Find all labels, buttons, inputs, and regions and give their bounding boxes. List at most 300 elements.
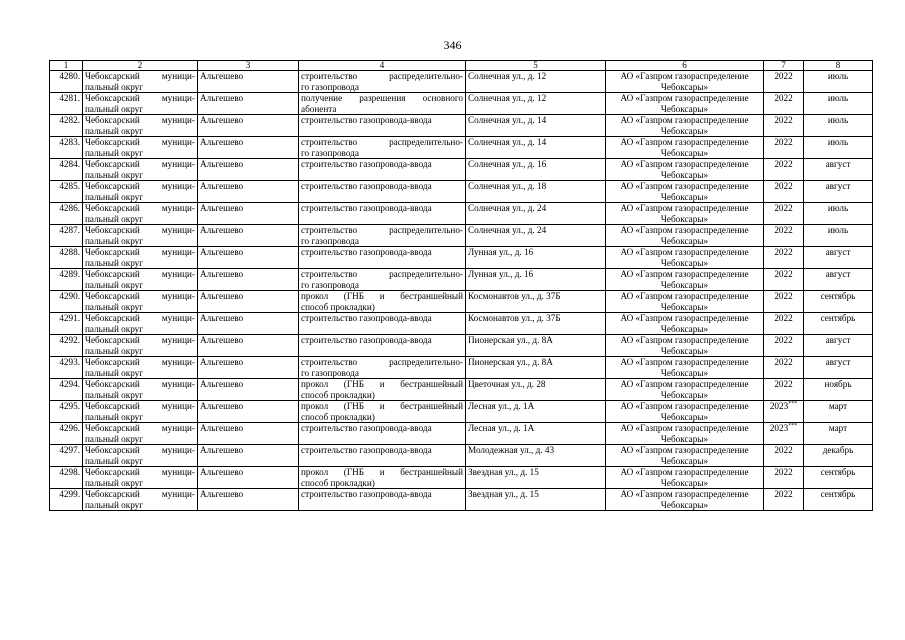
district-line: пальный округ (85, 345, 144, 356)
table-row (50, 379, 873, 401)
district-line: Чебоксарский муници- (85, 247, 195, 257)
work-type-cell (299, 71, 466, 93)
year-cell (764, 445, 804, 467)
work-line: прокол (ГНБ и бестраншейный (301, 291, 463, 301)
organization-line: АО «Газпром газораспределение (620, 71, 749, 81)
organization-line: АО «Газпром газораспределение (620, 137, 749, 147)
district-cell (83, 401, 198, 423)
year-value: 2022 (774, 115, 793, 125)
settlement-cell: Альгешево (198, 203, 299, 225)
organization-cell (606, 489, 764, 511)
month-cell: сентябрь (804, 467, 873, 489)
address-cell: Лесная ул., д. 1А (466, 423, 606, 445)
row-number: 4299. (50, 489, 83, 511)
address-cell: Космонавтов ул., д. 37Б (466, 313, 606, 335)
organization-line: АО «Газпром газораспределение (620, 423, 749, 433)
settlement-cell: Альгешево (198, 313, 299, 335)
settlement-cell: Альгешево (198, 181, 299, 203)
organization-cell (606, 445, 764, 467)
work-type-cell (299, 225, 466, 247)
year-value: 2022 (774, 467, 793, 477)
table-row (50, 335, 873, 357)
work-line: строительство газопровода-ввода (301, 203, 432, 213)
address-cell: Лунная ул., д. 16 (466, 247, 606, 269)
work-line: строительство газопровода-ввода (301, 159, 432, 169)
district-line: пальный округ (85, 213, 144, 224)
year-cell (764, 159, 804, 181)
organization-cell (606, 401, 764, 423)
table-row (50, 467, 873, 489)
year-cell (764, 313, 804, 335)
work-line: строительство газопровода-ввода (301, 115, 432, 125)
district-line: пальный округ (85, 125, 144, 136)
organization-line: Чебоксары» (660, 411, 709, 422)
row-number: 4287. (50, 225, 83, 247)
work-type-cell (299, 445, 466, 467)
settlement-cell: Альгешево (198, 159, 299, 181)
table-row (50, 423, 873, 445)
row-number: 4281. (50, 93, 83, 115)
address-cell: Цветочная ул., д. 28 (466, 379, 606, 401)
table-row (50, 115, 873, 137)
district-line: пальный округ (85, 433, 144, 444)
work-line: способ прокладки) (301, 301, 375, 312)
organization-line: Чебоксары» (660, 257, 709, 268)
organization-cell (606, 335, 764, 357)
organization-line: Чебоксары» (660, 213, 709, 224)
district-cell (83, 357, 198, 379)
district-line: Чебоксарский муници- (85, 181, 195, 191)
year-value: 2022 (774, 181, 793, 191)
district-cell (83, 335, 198, 357)
settlement-cell: Альгешево (198, 269, 299, 291)
work-type-cell (299, 357, 466, 379)
organization-cell (606, 313, 764, 335)
month-cell: июль (804, 225, 873, 247)
organization-line: АО «Газпром газораспределение (620, 159, 749, 169)
work-line: строительство газопровода-ввода (301, 423, 432, 433)
work-line: го газопровода (301, 279, 359, 290)
district-line: Чебоксарский муници- (85, 335, 195, 345)
row-number: 4298. (50, 467, 83, 489)
work-type-cell (299, 291, 466, 313)
organization-cell (606, 269, 764, 291)
work-line: способ прокладки) (301, 411, 375, 422)
year-value: 2022 (774, 159, 793, 169)
table-row (50, 225, 873, 247)
row-number: 4293. (50, 357, 83, 379)
row-number: 4288. (50, 247, 83, 269)
footnote-mark: *** (788, 422, 798, 429)
gasification-table (49, 60, 873, 511)
column-header: 8 (804, 61, 873, 71)
table-row (50, 401, 873, 423)
row-number: 4296. (50, 423, 83, 445)
district-line: пальный округ (85, 191, 144, 202)
year-value: 2022 (774, 357, 793, 367)
settlement-cell: Альгешево (198, 93, 299, 115)
district-cell (83, 291, 198, 313)
address-cell: Звездная ул., д. 15 (466, 467, 606, 489)
year-value: 2022 (774, 225, 793, 235)
page-number: 346 (443, 38, 462, 52)
year-cell (764, 137, 804, 159)
month-cell: июль (804, 203, 873, 225)
month-cell: август (804, 181, 873, 203)
table-row (50, 489, 873, 511)
table-row (50, 269, 873, 291)
district-cell (83, 115, 198, 137)
column-header: 6 (606, 61, 764, 71)
district-line: Чебоксарский муници- (85, 467, 195, 477)
settlement-cell: Альгешево (198, 115, 299, 137)
district-cell (83, 225, 198, 247)
table-row (50, 313, 873, 335)
work-line: прокол (ГНБ и бестраншейный (301, 379, 463, 389)
table-row (50, 93, 873, 115)
organization-line: Чебоксары» (660, 499, 709, 510)
address-cell: Солнечная ул., д. 14 (466, 137, 606, 159)
district-line: пальный округ (85, 455, 144, 466)
organization-cell (606, 203, 764, 225)
district-cell (83, 247, 198, 269)
district-line: пальный округ (85, 323, 144, 334)
organization-line: АО «Газпром газораспределение (620, 445, 749, 455)
row-number: 4294. (50, 379, 83, 401)
year-cell (764, 467, 804, 489)
table-body (50, 71, 873, 511)
district-line: Чебоксарский муници- (85, 159, 195, 169)
work-line: прокол (ГНБ и бестраншейный (301, 467, 463, 477)
work-line: го газопровода (301, 235, 359, 246)
district-cell (83, 269, 198, 291)
district-line: пальный округ (85, 367, 144, 378)
year-cell (764, 93, 804, 115)
work-line: строительство газопровода-ввода (301, 489, 432, 499)
address-cell: Пионерская ул., д. 8А (466, 357, 606, 379)
organization-line: АО «Газпром газораспределение (620, 313, 749, 323)
organization-cell (606, 247, 764, 269)
year-cell (764, 401, 804, 423)
address-cell: Молодежная ул., д. 43 (466, 445, 606, 467)
organization-cell (606, 181, 764, 203)
year-cell (764, 335, 804, 357)
month-cell: июль (804, 93, 873, 115)
month-cell: август (804, 357, 873, 379)
year-cell (764, 379, 804, 401)
year-value: 2022 (774, 269, 793, 279)
work-type-cell (299, 489, 466, 511)
district-line: Чебоксарский муници- (85, 445, 195, 455)
settlement-cell: Альгешево (198, 137, 299, 159)
year-cell (764, 269, 804, 291)
organization-cell (606, 291, 764, 313)
organization-line: Чебоксары» (660, 455, 709, 466)
year-value: 2022 (774, 247, 793, 257)
work-type-cell (299, 269, 466, 291)
district-line: Чебоксарский муници- (85, 115, 195, 125)
district-line: пальный округ (85, 499, 144, 510)
district-cell (83, 181, 198, 203)
organization-line: АО «Газпром газораспределение (620, 357, 749, 367)
settlement-cell: Альгешево (198, 357, 299, 379)
district-line: Чебоксарский муници- (85, 357, 195, 367)
district-line: пальный округ (85, 477, 144, 488)
year-value: 2022 (774, 137, 793, 147)
district-line: Чебоксарский муници- (85, 489, 195, 499)
year-value: 2023 (769, 423, 789, 433)
row-number: 4292. (50, 335, 83, 357)
district-cell (83, 423, 198, 445)
organization-line: Чебоксары» (660, 345, 709, 356)
work-line: прокол (ГНБ и бестраншейный (301, 401, 463, 411)
year-value: 2022 (774, 93, 793, 103)
district-line: Чебоксарский муници- (85, 93, 195, 103)
column-header: 4 (299, 61, 466, 71)
district-line: Чебоксарский муници- (85, 401, 195, 411)
organization-line: Чебоксары» (660, 477, 709, 488)
month-cell: март (804, 423, 873, 445)
district-cell (83, 489, 198, 511)
organization-line: АО «Газпром газораспределение (620, 401, 749, 411)
table-row (50, 357, 873, 379)
year-value: 2022 (774, 489, 793, 499)
district-cell (83, 203, 198, 225)
settlement-cell: Альгешево (198, 489, 299, 511)
address-cell: Пионерская ул., д. 8А (466, 335, 606, 357)
settlement-cell: Альгешево (198, 291, 299, 313)
district-line: пальный округ (85, 301, 144, 312)
district-line: Чебоксарский муници- (85, 225, 195, 235)
district-line: пальный округ (85, 411, 144, 422)
table-row (50, 203, 873, 225)
work-line: строительство распределительно- (301, 269, 463, 279)
address-cell: Солнечная ул., д. 24 (466, 203, 606, 225)
month-cell: август (804, 335, 873, 357)
month-cell: сентябрь (804, 291, 873, 313)
row-number: 4297. (50, 445, 83, 467)
address-cell: Солнечная ул., д. 18 (466, 181, 606, 203)
address-cell: Солнечная ул., д. 24 (466, 225, 606, 247)
column-header: 5 (466, 61, 606, 71)
organization-line: Чебоксары» (660, 433, 709, 444)
table-row (50, 291, 873, 313)
table-row (50, 159, 873, 181)
footnote-mark: *** (788, 400, 798, 407)
work-type-cell (299, 203, 466, 225)
district-line: Чебоксарский муници- (85, 379, 195, 389)
work-type-cell (299, 115, 466, 137)
organization-line: Чебоксары» (660, 147, 709, 158)
work-type-cell (299, 335, 466, 357)
month-cell: сентябрь (804, 313, 873, 335)
month-cell: сентябрь (804, 489, 873, 511)
district-line: Чебоксарский муници- (85, 313, 195, 323)
year-value: 2022 (774, 379, 793, 389)
organization-line: АО «Газпром газораспределение (620, 489, 749, 499)
month-cell: ноябрь (804, 379, 873, 401)
work-line: го газопровода (301, 367, 359, 378)
work-type-cell (299, 467, 466, 489)
district-line: пальный округ (85, 81, 144, 92)
organization-line: АО «Газпром газораспределение (620, 291, 749, 301)
district-line: пальный округ (85, 103, 144, 114)
table-row (50, 181, 873, 203)
organization-line: Чебоксары» (660, 301, 709, 312)
organization-cell (606, 159, 764, 181)
settlement-cell: Альгешево (198, 335, 299, 357)
district-line: Чебоксарский муници- (85, 269, 195, 279)
year-value: 2022 (774, 203, 793, 213)
month-cell: июль (804, 137, 873, 159)
header-row (50, 61, 873, 71)
district-cell (83, 379, 198, 401)
year-cell (764, 71, 804, 93)
organization-line: АО «Газпром газораспределение (620, 247, 749, 257)
work-line: строительство распределительно- (301, 225, 463, 235)
work-line: строительство газопровода-ввода (301, 313, 432, 323)
column-header: 3 (198, 61, 299, 71)
organization-line: АО «Газпром газораспределение (620, 93, 749, 103)
organization-line: АО «Газпром газораспределение (620, 467, 749, 477)
organization-line: АО «Газпром газораспределение (620, 203, 749, 213)
year-value: 2022 (774, 71, 793, 81)
column-header: 2 (83, 61, 198, 71)
address-cell: Солнечная ул., д. 12 (466, 71, 606, 93)
organization-line: АО «Газпром газораспределение (620, 181, 749, 191)
district-line: Чебоксарский муници- (85, 137, 195, 147)
work-line: способ прокладки) (301, 477, 375, 488)
district-line: пальный округ (85, 235, 144, 246)
organization-line: АО «Газпром газораспределение (620, 335, 749, 345)
work-line: строительство газопровода-ввода (301, 445, 432, 455)
work-type-cell (299, 93, 466, 115)
year-cell (764, 489, 804, 511)
address-cell: Космонавтов ул., д. 37Б (466, 291, 606, 313)
address-cell: Лунная ул., д. 16 (466, 269, 606, 291)
settlement-cell: Альгешево (198, 379, 299, 401)
month-cell: август (804, 269, 873, 291)
organization-cell (606, 93, 764, 115)
district-cell (83, 313, 198, 335)
organization-line: Чебоксары» (660, 81, 709, 92)
district-cell (83, 137, 198, 159)
row-number: 4290. (50, 291, 83, 313)
settlement-cell: Альгешево (198, 467, 299, 489)
district-line: Чебоксарский муници- (85, 71, 195, 81)
organization-line: Чебоксары» (660, 125, 709, 136)
district-line: пальный округ (85, 389, 144, 400)
month-cell: декабрь (804, 445, 873, 467)
settlement-cell: Альгешево (198, 445, 299, 467)
table-row (50, 71, 873, 93)
district-line: пальный округ (85, 257, 144, 268)
organization-line: Чебоксары» (660, 103, 709, 114)
district-cell (83, 159, 198, 181)
row-number: 4285. (50, 181, 83, 203)
district-cell (83, 467, 198, 489)
address-cell: Солнечная ул., д. 16 (466, 159, 606, 181)
district-line: Чебоксарский муници- (85, 203, 195, 213)
organization-line: АО «Газпром газораспределение (620, 379, 749, 389)
organization-line: Чебоксары» (660, 389, 709, 400)
organization-cell (606, 137, 764, 159)
organization-cell (606, 71, 764, 93)
work-type-cell (299, 401, 466, 423)
settlement-cell: Альгешево (198, 71, 299, 93)
row-number: 4284. (50, 159, 83, 181)
year-value: 2022 (774, 445, 793, 455)
organization-line: Чебоксары» (660, 323, 709, 334)
work-type-cell (299, 313, 466, 335)
district-line: пальный округ (85, 147, 144, 158)
work-line: строительство распределительно- (301, 137, 463, 147)
address-cell: Лесная ул., д. 1А (466, 401, 606, 423)
organization-line: Чебоксары» (660, 235, 709, 246)
organization-cell (606, 225, 764, 247)
year-value: 2023 (769, 401, 789, 411)
work-line: строительство распределительно- (301, 357, 463, 367)
table-row (50, 137, 873, 159)
organization-line: Чебоксары» (660, 367, 709, 378)
year-cell (764, 115, 804, 137)
month-cell: август (804, 247, 873, 269)
organization-line: АО «Газпром газораспределение (620, 225, 749, 235)
address-cell: Солнечная ул., д. 14 (466, 115, 606, 137)
settlement-cell: Альгешево (198, 225, 299, 247)
settlement-cell: Альгешево (198, 423, 299, 445)
settlement-cell: Альгешево (198, 247, 299, 269)
work-line: го газопровода (301, 81, 359, 92)
work-line: получение разрешения основного (301, 93, 463, 103)
row-number: 4280. (50, 71, 83, 93)
row-number: 4295. (50, 401, 83, 423)
month-cell: июль (804, 115, 873, 137)
column-header: 1 (50, 61, 83, 71)
district-cell (83, 93, 198, 115)
district-line: пальный округ (85, 279, 144, 290)
work-type-cell (299, 247, 466, 269)
year-value: 2022 (774, 313, 793, 323)
district-line: пальный округ (85, 169, 144, 180)
organization-cell (606, 379, 764, 401)
row-number: 4286. (50, 203, 83, 225)
year-cell (764, 181, 804, 203)
work-line: строительство газопровода-ввода (301, 335, 432, 345)
work-type-cell (299, 379, 466, 401)
table-row (50, 247, 873, 269)
work-type-cell (299, 159, 466, 181)
work-line: строительство распределительно- (301, 71, 463, 81)
row-number: 4283. (50, 137, 83, 159)
row-number: 4289. (50, 269, 83, 291)
work-type-cell (299, 181, 466, 203)
row-number: 4291. (50, 313, 83, 335)
organization-cell (606, 357, 764, 379)
district-line: Чебоксарский муници- (85, 291, 195, 301)
year-cell (764, 357, 804, 379)
organization-cell (606, 423, 764, 445)
address-cell: Солнечная ул., д. 12 (466, 93, 606, 115)
year-cell (764, 423, 804, 445)
year-value: 2022 (774, 335, 793, 345)
year-cell (764, 225, 804, 247)
organization-cell (606, 467, 764, 489)
organization-line: Чебоксары» (660, 279, 709, 290)
work-line: абонента (301, 103, 337, 114)
year-cell (764, 291, 804, 313)
month-cell: март (804, 401, 873, 423)
